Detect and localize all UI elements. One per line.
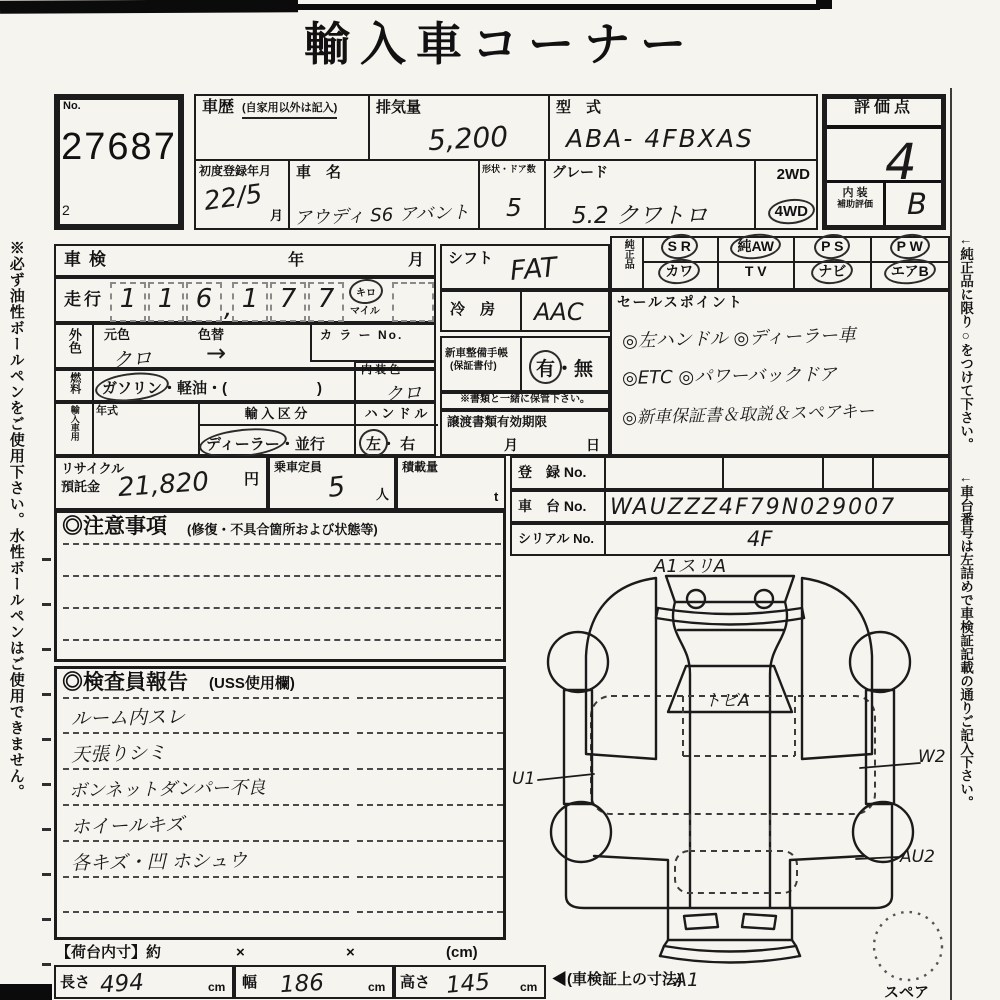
- shape-doors-label: 形状・ドア数: [482, 164, 536, 174]
- caution-box: [54, 510, 506, 662]
- displacement-label: 排気量: [376, 99, 422, 116]
- shaken-year-label: 年: [288, 252, 305, 269]
- mileage-label: 走行: [64, 290, 104, 309]
- cargo-title-row: 【荷台内寸】約 × × (cm): [56, 944, 478, 961]
- recycle-deposit-value: 21,820: [117, 466, 210, 504]
- caution-subtitle: (修復・不具合箇所および状態等): [187, 522, 378, 537]
- drive-2wd: 2WD: [776, 166, 810, 183]
- base-color-label: 元色: [104, 327, 131, 342]
- ac-label: 冷 房: [450, 301, 496, 318]
- interior-color-cell: [354, 361, 436, 407]
- serial-no-row: シリアル No. 4F: [510, 523, 950, 556]
- registration-no-row: 登 録 No.: [510, 456, 950, 490]
- right-door-panel: [802, 578, 872, 759]
- diagram-right-lower-note: AU2: [900, 847, 935, 867]
- lot-number-label: No.: [63, 100, 81, 112]
- keep-note-strip: ※書類と一緒に保管下さい。: [440, 392, 610, 410]
- part-tv: T V: [719, 263, 796, 288]
- chassis-no-row: 車 台 No. WAUZZZ4F79N029007: [510, 490, 950, 523]
- interior-score-row: [827, 180, 941, 225]
- width-cell: 幅 186 cm: [234, 965, 394, 999]
- diagram-bottom-note: A1: [674, 969, 700, 991]
- inspector-report-subtitle: (USS使用欄): [209, 675, 295, 692]
- headlight: [684, 914, 718, 929]
- inspector-report-title: ◎検査員報告: [62, 671, 188, 694]
- height-cell: 高さ 145 cm: [394, 965, 546, 999]
- rear-bumper: [666, 576, 794, 602]
- grade-label: グレード: [552, 164, 608, 180]
- model-code-label: 型 式: [556, 99, 602, 116]
- grade-value: 5.2 クワトロ: [572, 203, 708, 229]
- scan-artifact-top-dot: [816, 0, 832, 9]
- length-value: 494: [99, 969, 145, 999]
- hatch-hinge: [755, 590, 773, 608]
- genuine-parts-grid: [610, 236, 950, 290]
- mileage-digit-box: 1: [148, 282, 184, 322]
- serial-no-value: 4F: [747, 527, 773, 551]
- genuine-parts-label: 純正品: [612, 238, 644, 288]
- sales-point-line: ◎新車保証書＆取説＆スペアキー: [621, 401, 875, 429]
- service-book-cell: 新車整備手帳 (保証書付) 有・無: [440, 336, 610, 392]
- ac-value: AAC: [534, 298, 584, 326]
- page-title: 輸入車コーナー: [304, 18, 696, 70]
- sales-points-label: セールスポイント: [617, 294, 744, 310]
- first-registration-label: 初度登録年月: [199, 164, 272, 178]
- model-code-value: ABA- 4FBXAS: [566, 124, 754, 153]
- first-registration-cell: [194, 159, 290, 230]
- handle-left-selected: 左: [366, 433, 381, 454]
- part-ps: P S: [795, 238, 872, 263]
- import-row: [54, 402, 436, 456]
- load-cell: 積載量 t: [396, 456, 506, 510]
- sales-points-box: [610, 290, 950, 456]
- headlight: [742, 914, 776, 929]
- fuel-gasoline-selected: ガソリン: [102, 377, 162, 398]
- drive-cell: [754, 159, 818, 230]
- mileage-comma: ,: [224, 293, 233, 323]
- finding-line: ルーム内スレ: [70, 706, 186, 730]
- drive-4wd-selected: 4WD: [774, 203, 808, 220]
- left-lower-panel: [566, 806, 668, 908]
- right-margin-note-chassis: ←車台番号は左詰めで車検証記載の通りご記入下さい。: [958, 470, 974, 809]
- handle-cell: ハ ン ド ル 左・ 右: [354, 404, 438, 454]
- score-value: 4: [885, 133, 917, 191]
- capacity-value: 5: [326, 471, 347, 504]
- fuel-options: ガソリン・軽油・( ): [102, 377, 322, 398]
- first-registration-unit: 月: [270, 208, 284, 223]
- history-note: (自家用以外は記入): [242, 103, 337, 119]
- right-margin-divider: [950, 88, 952, 1000]
- capacity-cell: 乗車定員 5 人: [268, 456, 396, 510]
- car-name-cell: [288, 159, 480, 230]
- mileage-unit-km: キロ: [356, 283, 376, 301]
- shift-value: FAT: [508, 252, 559, 287]
- car-name-value: アウディ S6 アバント: [293, 201, 470, 230]
- mileage-digit-box: 1: [110, 282, 146, 322]
- score-box: [822, 94, 946, 230]
- import-class-dealer-selected: ディーラー: [206, 433, 280, 454]
- height-value: 145: [444, 969, 491, 999]
- shaken-label: 車検: [64, 250, 114, 269]
- spare-tire-label: スペア: [884, 984, 930, 1000]
- car-damage-diagram: [508, 556, 950, 1000]
- right-margin-note-parts: ←純正品に限り○をつけて下さい。: [958, 232, 974, 451]
- interior-color-label: 内 装 色: [361, 364, 401, 376]
- transfer-docs-cell: 譲渡書類有効期限 月 日: [440, 410, 610, 456]
- wheel: [551, 802, 611, 862]
- service-book-yes-selected: 有: [536, 354, 555, 381]
- cargo-note: ◀(車検証上の寸法): [552, 971, 682, 988]
- shift-label: シフト: [448, 250, 494, 267]
- left-door-panel: [586, 578, 656, 759]
- color-change-value: →: [206, 339, 227, 367]
- diagram-top-note: A1スリA: [654, 556, 727, 577]
- import-label-cell: 輸入車用: [56, 404, 94, 454]
- chassis-no-value: WAUZZZ4F79N029007: [610, 495, 897, 520]
- history-label: 車歴: [202, 99, 235, 116]
- score-header: 評価点: [827, 99, 941, 129]
- history-cell: [194, 94, 370, 161]
- displacement-cell: [368, 94, 550, 161]
- shape-doors-value: 5: [506, 193, 522, 222]
- ac-cell: [440, 290, 610, 332]
- color-change-label: 色替: [198, 327, 225, 342]
- shift-cell: [440, 244, 610, 290]
- lot-number-box: [54, 94, 184, 230]
- inspector-report-box: [54, 666, 506, 940]
- diagram-left-note: U1: [512, 769, 536, 789]
- mileage-unit-mile: マイル: [350, 306, 380, 317]
- wheel: [548, 632, 608, 692]
- mileage-digit-box: 6: [186, 282, 222, 322]
- left-margin-ticks: [42, 558, 51, 990]
- import-class-cell: 輸 入 区 分 ディーラー・並行: [198, 404, 356, 454]
- lot-number-corner-note: 2: [62, 202, 70, 218]
- color-no-cell: [310, 323, 436, 362]
- windshield-dashed: [675, 851, 797, 893]
- width-value: 186: [279, 969, 325, 999]
- car-name-label: 車 名: [296, 164, 342, 181]
- scan-artifact-top-left: [0, 0, 298, 14]
- shaken-row: [54, 244, 436, 277]
- mileage-digit-box: 7: [270, 282, 306, 322]
- sales-point-line: ◎ETC ◎パワーバックドア: [621, 364, 837, 389]
- diagram-glass-note: トビA: [704, 691, 750, 711]
- fuel-label-cell: 燃料: [56, 371, 94, 400]
- interior-score-value: B: [907, 187, 927, 221]
- part-aw: 純AW: [719, 238, 796, 263]
- exterior-color-label-cell: 外色: [56, 325, 94, 367]
- part-airbag: エアB: [890, 263, 929, 279]
- mileage-empty-box: [392, 282, 434, 322]
- diagram-right-note: W2: [918, 747, 946, 767]
- part-kawa: カワ: [642, 263, 719, 288]
- lot-number-value: 27687: [61, 126, 177, 168]
- grade-cell: [544, 159, 756, 230]
- finding-line: 各キズ・凹 ホシュウ: [70, 849, 248, 875]
- service-book-label: 新車整備手帳: [445, 347, 508, 359]
- interior-color-value: クロ: [383, 381, 423, 407]
- base-color-value: クロ: [111, 345, 153, 373]
- mileage-row: [54, 277, 436, 323]
- spare-tire-circle: [874, 912, 942, 980]
- part-sr: S R: [642, 238, 719, 263]
- sales-point-line: ◎左ハンドル ◎ディーラー車: [621, 324, 856, 353]
- color-no-label: カ ラ ー No.: [320, 328, 404, 342]
- caution-title: ◎注意事項: [62, 515, 167, 538]
- mileage-digit-box: 7: [308, 282, 344, 322]
- model-code-cell: [548, 94, 818, 161]
- recycle-deposit-cell: リサイクル 預託金 21,820 円: [54, 456, 268, 510]
- wheel: [850, 632, 910, 692]
- left-margin-note: ※必ず油性ボールペンをご使用下さい。水性ボールペンはご使用できません。: [7, 240, 25, 800]
- part-navi: ナビ: [795, 263, 872, 288]
- year-model-cell: 年式: [92, 404, 200, 454]
- part-pw: P W: [872, 238, 949, 263]
- mileage-digit-box: 1: [232, 282, 268, 322]
- transfer-docs-label: 譲渡書類有効期限: [447, 415, 548, 429]
- finding-line: ホイールキズ: [70, 813, 185, 839]
- right-lower-panel: [790, 806, 892, 908]
- interior-score-label: 内 装 補助評価: [827, 183, 886, 225]
- hatch-hinge: [687, 590, 705, 608]
- displacement-value: 5,200: [427, 119, 509, 158]
- finding-line: 天張りシミ: [70, 741, 167, 767]
- scan-artifact-top-strip: [290, 4, 820, 10]
- first-registration-value: 22/5: [202, 179, 265, 217]
- front-band: [668, 908, 792, 940]
- shaken-month-label: 月: [408, 252, 425, 269]
- length-cell: 長さ 494 cm: [54, 965, 234, 999]
- finding-line: ボンネットダンパー不良: [68, 777, 266, 802]
- shape-doors-cell: [478, 159, 546, 230]
